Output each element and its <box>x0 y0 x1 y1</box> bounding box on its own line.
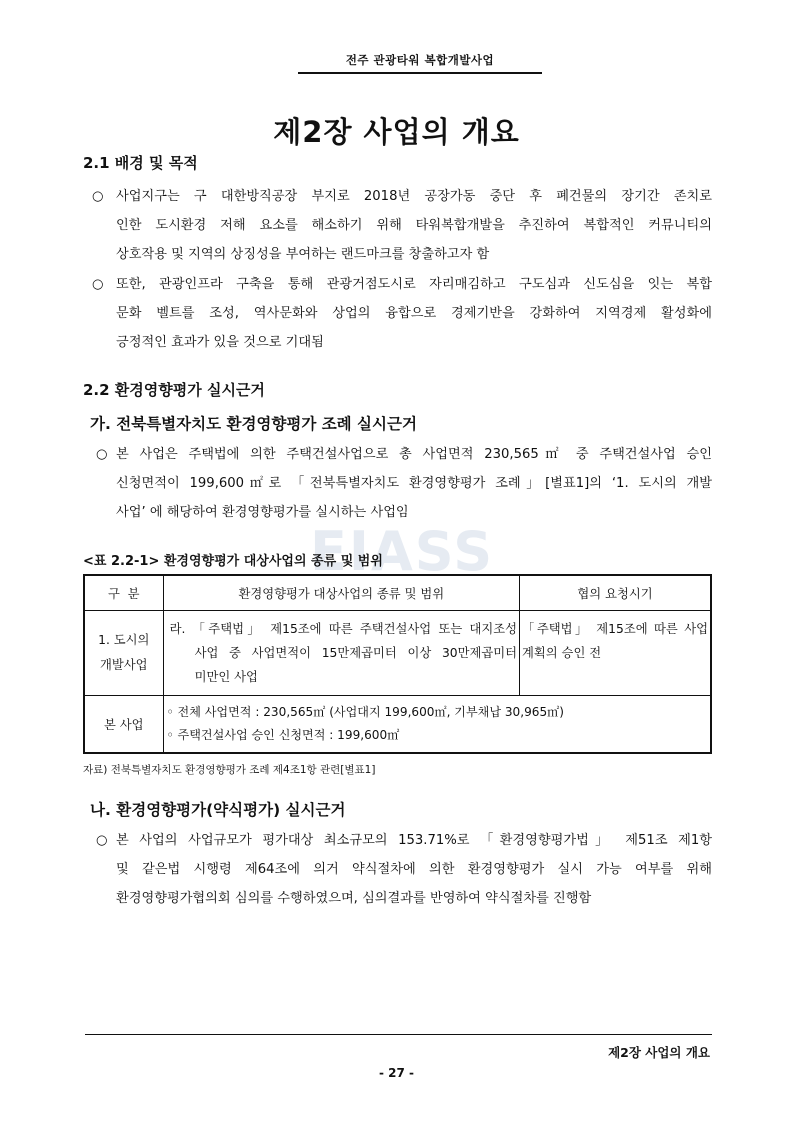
table-header-cell: 협의 요청시기 <box>520 575 711 611</box>
bullet-symbol: ○ <box>96 833 108 848</box>
table-caption: <표 2.2-1> 환경영향평가 대상사업의 종류 및 범위 <box>83 554 383 569</box>
bullet-paragraph <box>92 270 712 358</box>
timing-cell <box>520 611 711 696</box>
bullet-symbol: ○ <box>92 277 104 292</box>
scope-cell <box>163 611 519 696</box>
paragraph-line: 긍정적인 효과가 있을 것으로 기대됨 <box>116 335 324 350</box>
chapter-title: 제2장 사업의 개요 <box>273 115 520 149</box>
cell-line: 「주택법」 제15조에 따른 사업 <box>522 622 708 636</box>
paragraph-line: 상호작용 및 지역의 상징성을 부여하는 랜드마크를 창출하고자 함 <box>116 247 490 262</box>
paragraph-line: 문화 벨트를 조성, 역사문화와 상업의 융합으로 경제기반을 강화하여 지역경제 활성화에 <box>116 306 712 321</box>
table-header-cell: 환경영향평가 대상사업의 종류 및 범위 <box>163 575 519 611</box>
eia-scope-table <box>83 574 712 754</box>
subsection-heading-na: 나. 환경영향평가(약식평가) 실시근거 <box>90 801 346 819</box>
cell-line: ◦ 전체 사업면적 : 230,565㎡ (사업대지 199,600㎡, 기부채납 30,965㎡) <box>166 705 564 719</box>
table-header-cell: 구 분 <box>84 575 163 611</box>
running-header: 전주 관광타워 복합개발사업 <box>345 53 495 67</box>
page-number: - 27 - <box>378 1066 414 1080</box>
bullet-paragraph <box>92 182 712 270</box>
table-source-note: 자료) 전북특별자치도 환경영향평가 조례 제4조1항 관련[별표1] <box>83 764 376 776</box>
cell-line: 개발사업 <box>100 658 148 672</box>
bullet-symbol: ○ <box>96 447 108 462</box>
paragraph-line: 신청면적이 199,600㎡로 「전북특별자치도 환경영향평가 조례」[별표1]의 ‘1. 도시의 개발 <box>116 476 712 491</box>
section-heading-2-2: 2.2 환경영향평가 실시근거 <box>83 381 265 399</box>
paragraph-line: 사업’ 에 해당하여 환경영향평가를 실시하는 사업임 <box>116 505 409 520</box>
eiass-watermark: EIASS <box>310 520 495 583</box>
paragraph-line: 본 사업의 사업규모가 평가대상 최소규모의 153.71%로 「환경영향평가법」 제51조 제1항 <box>116 833 712 848</box>
paragraph-line: 본 사업은 주택법에 의한 주택건설사업으로 총 사업면적 230,565㎡ 중 주택건설사업 승인 <box>116 447 712 462</box>
cell-line: 계획의 승인 전 <box>522 646 602 660</box>
bullet-symbol: ○ <box>92 189 104 204</box>
table-row <box>84 696 711 754</box>
cell-line: 라. 「주택법」 제15조에 따른 주택건설사업 또는 대지조성 <box>169 622 518 636</box>
cell-line: ◦ 주택건설사업 승인 신청면적 : 199,600㎡ <box>166 728 400 742</box>
paragraph-line: 및 같은법 시행령 제64조에 의거 약식절차에 의한 환경영향평가 실시 가능 여부를 위해 <box>116 862 712 877</box>
cell-line: 미만인 사업 <box>194 670 258 684</box>
subsection-heading-ga: 가. 전북특별자치도 환경영향평가 조례 실시근거 <box>90 415 417 433</box>
category-cell <box>84 611 163 696</box>
project-area-cell <box>163 696 711 754</box>
table-row <box>84 611 711 696</box>
footer-rule <box>85 1034 712 1035</box>
category-cell: 본 사업 <box>84 696 163 754</box>
cell-line: 사업 중 사업면적이 15만제곱미터 이상 30만제곱미터 <box>194 646 518 660</box>
paragraph-line: 환경영향평가협의회 심의를 수행하였으며, 심의결과를 반영하여 약식절차를 진행함 <box>116 891 592 906</box>
paragraph-line: 인한 도시환경 저해 요소를 해소하기 위해 타워복합개발을 추진하여 복합적인 커뮤니티의 <box>116 218 712 233</box>
cell-line: 1. 도시의 <box>98 633 150 647</box>
footer-chapter-title: 제2장 사업의 개요 <box>608 1045 710 1060</box>
bullet-paragraph <box>96 440 712 528</box>
section-heading-2-1: 2.1 배경 및 목적 <box>83 154 198 172</box>
paragraph-line: 또한, 관광인프라 구축을 통해 관광거점도시로 자리매김하고 구도심과 신도심을 잇는 복합 <box>116 277 712 292</box>
header-rule <box>298 72 542 74</box>
table-header-row <box>84 575 711 611</box>
bullet-paragraph <box>96 826 712 914</box>
paragraph-line: 사업지구는 구 대한방직공장 부지로 2018년 공장가동 중단 후 폐건물의 장기간 존치로 <box>116 189 712 204</box>
